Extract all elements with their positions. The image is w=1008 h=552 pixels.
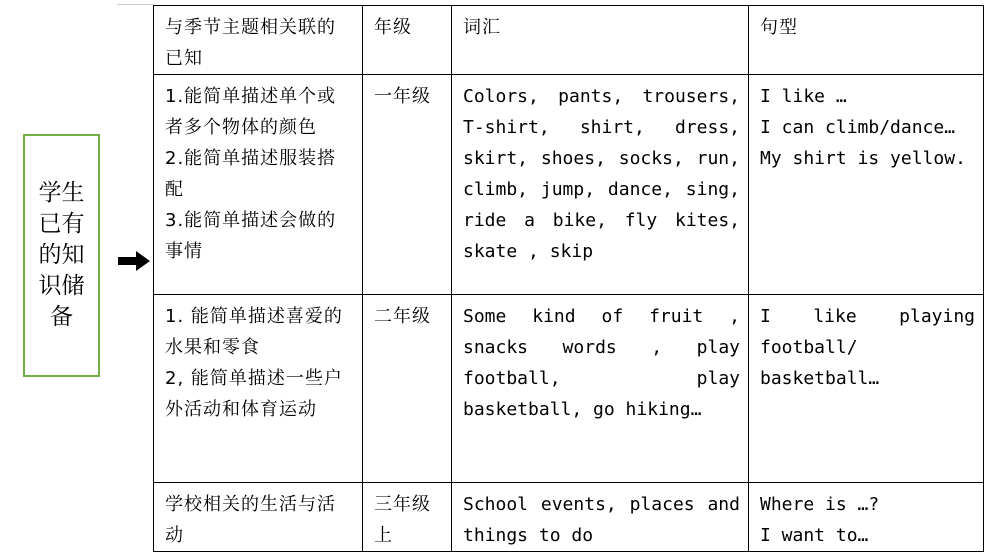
- header-vocab: 词汇: [452, 6, 749, 75]
- vocab-cell: Some kind of fruit , snacks words , play football, play basketball, go hiking…: [452, 295, 749, 483]
- sentence-item: I can climb/dance…: [760, 117, 956, 138]
- vocab-cell: School events, places and things to do: [452, 483, 749, 552]
- sentence-item: My shirt is yellow.: [760, 148, 966, 169]
- knowledge-label: 学生已有的知识储备: [38, 180, 85, 330]
- known-item: 学校相关的生活与活动: [165, 494, 336, 546]
- right-arrow-icon: [118, 251, 150, 271]
- table-header-row: [154, 6, 984, 75]
- known-cell: [154, 295, 363, 483]
- grade-cell: 二年级: [363, 295, 452, 483]
- known-cell: [154, 75, 363, 295]
- grade-cell: 三年级上: [363, 483, 452, 552]
- sentence-item: I like …: [760, 86, 847, 107]
- header-known: 与季节主题相关联的已知: [154, 6, 363, 75]
- header-grade: 年级: [363, 6, 452, 75]
- known-cell: [154, 483, 363, 552]
- known-item: 1.能简单描述单个或者多个物体的颜色: [165, 86, 337, 138]
- sentence-item: Where is …?: [760, 494, 880, 515]
- knowledge-label-box: [23, 134, 100, 377]
- top-rule: [117, 4, 153, 5]
- sentence-item: I like playing football/ basketball…: [760, 306, 975, 389]
- sentence-item: I want to…: [760, 525, 869, 546]
- knowledge-table: [153, 5, 984, 552]
- grade-cell: 一年级: [363, 75, 452, 295]
- sentences-cell: [749, 483, 984, 552]
- known-item: 1. 能简单描述喜爱的水果和零食: [165, 306, 343, 358]
- table-row: [154, 295, 984, 483]
- known-item: 3.能简单描述会做的事情: [165, 210, 337, 262]
- table-row: [154, 75, 984, 295]
- known-item: 2.能简单描述服装搭配: [165, 148, 337, 200]
- vocab-cell: Colors, pants, trousers, T-shirt, shirt, dress, skirt, shoes, socks, run, climb, jump, dance, sing, ride a bike, fly kites, skate , skip: [452, 75, 749, 295]
- header-sentences: 句型: [749, 6, 984, 75]
- sentences-cell: [749, 295, 984, 483]
- sentences-cell: [749, 75, 984, 295]
- known-item: 2, 能简单描述一些户外活动和体育运动: [165, 368, 343, 420]
- table-row: [154, 483, 984, 552]
